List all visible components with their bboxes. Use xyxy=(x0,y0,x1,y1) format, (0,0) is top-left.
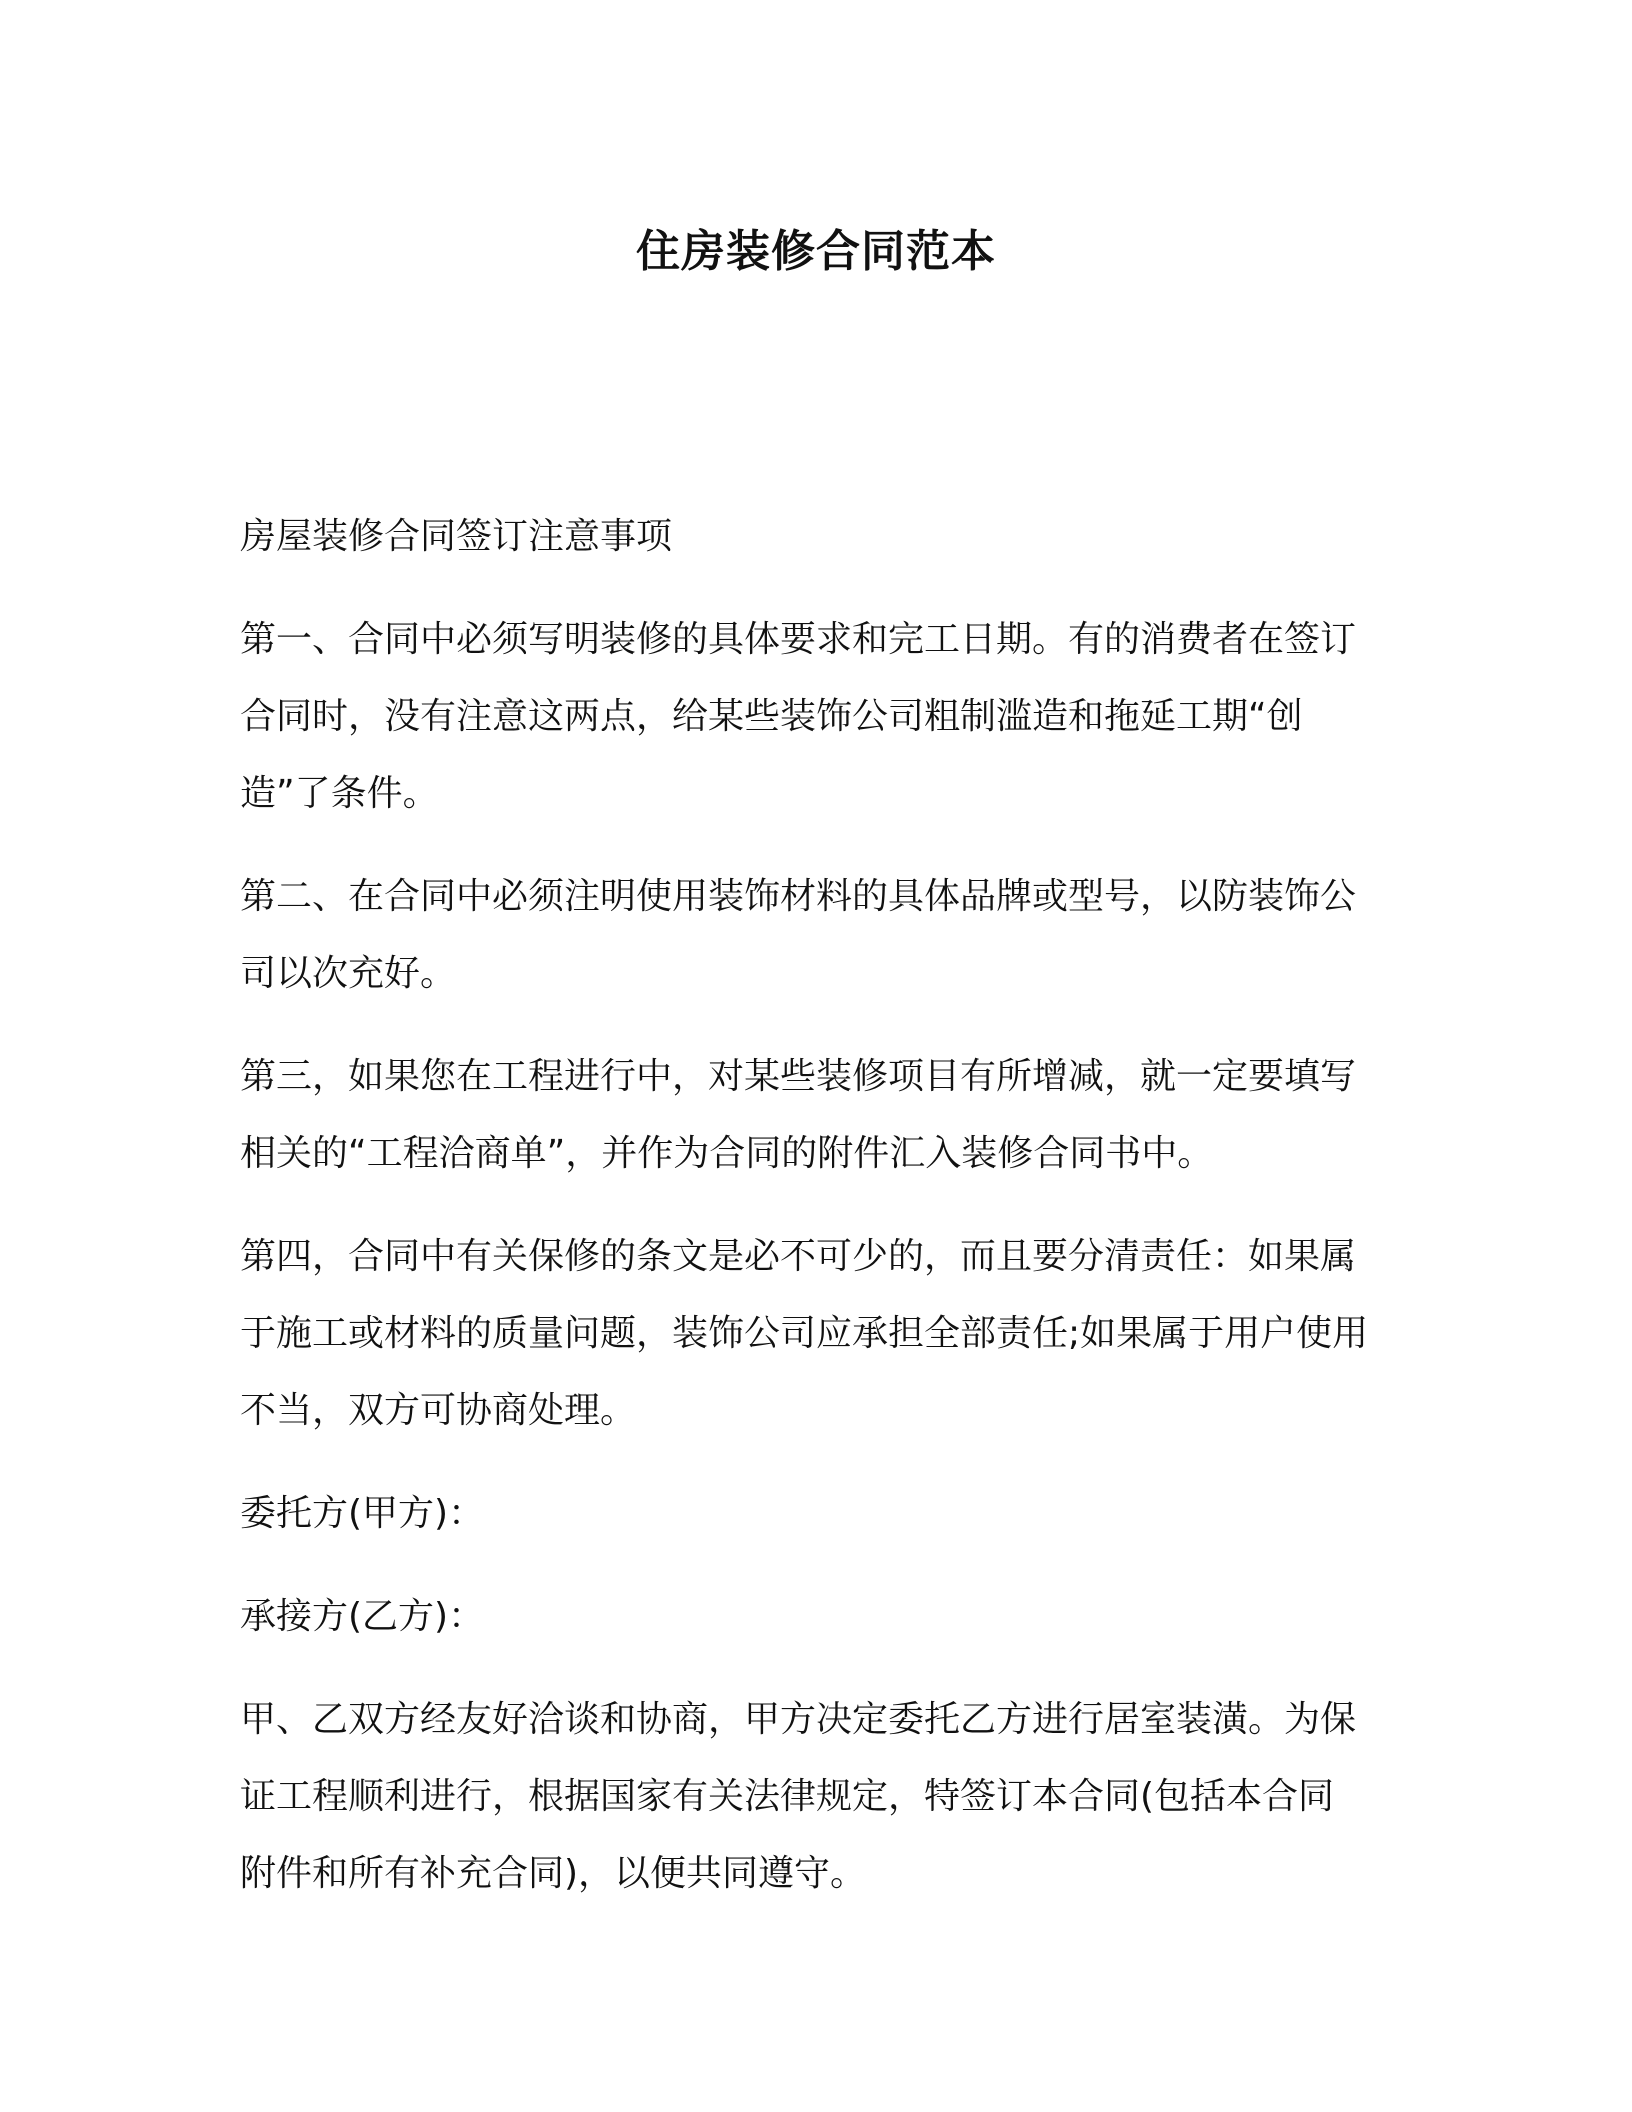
paragraph-third: 第三，如果您在工程进行中，对某些装修项目有所增减，就一定要填写相关的“工程洽商单”，并作为合同的附件汇入装修合同书中。 xyxy=(240,1056,1357,1174)
party-a-label: 委托方(甲方)： xyxy=(240,1493,485,1534)
paragraph-second: 第二、在合同中必须注明使用装饰材料的具体品牌或型号，以防装饰公司以次充好。 xyxy=(240,876,1357,994)
party-b-label: 承接方(乙方)： xyxy=(240,1596,485,1637)
document-title: 住房装修合同范本 xyxy=(636,226,996,277)
document-body xyxy=(240,498,1370,1938)
section-heading: 房屋装修合同签订注意事项 xyxy=(240,516,673,557)
closing-paragraph: 甲、乙双方经友好洽谈和协商，甲方决定委托乙方进行居室装潢。为保证工程顺利进行，根据国家有关法律规定，特签订本合同(包括本合同附件和所有补充合同)，以便共同遵守。 xyxy=(240,1699,1357,1894)
paragraph-first: 第一、合同中必须写明装修的具体要求和完工日期。有的消费者在签订合同时，没有注意这两点，给某些装饰公司粗制滥造和拖延工期“创造”了条件。 xyxy=(240,619,1357,814)
paragraph-fourth: 第四，合同中有关保修的条文是必不可少的，而且要分清责任：如果属于施工或材料的质量问题，装饰公司应承担全部责任;如果属于用户使用不当，双方可协商处理。 xyxy=(240,1236,1369,1431)
